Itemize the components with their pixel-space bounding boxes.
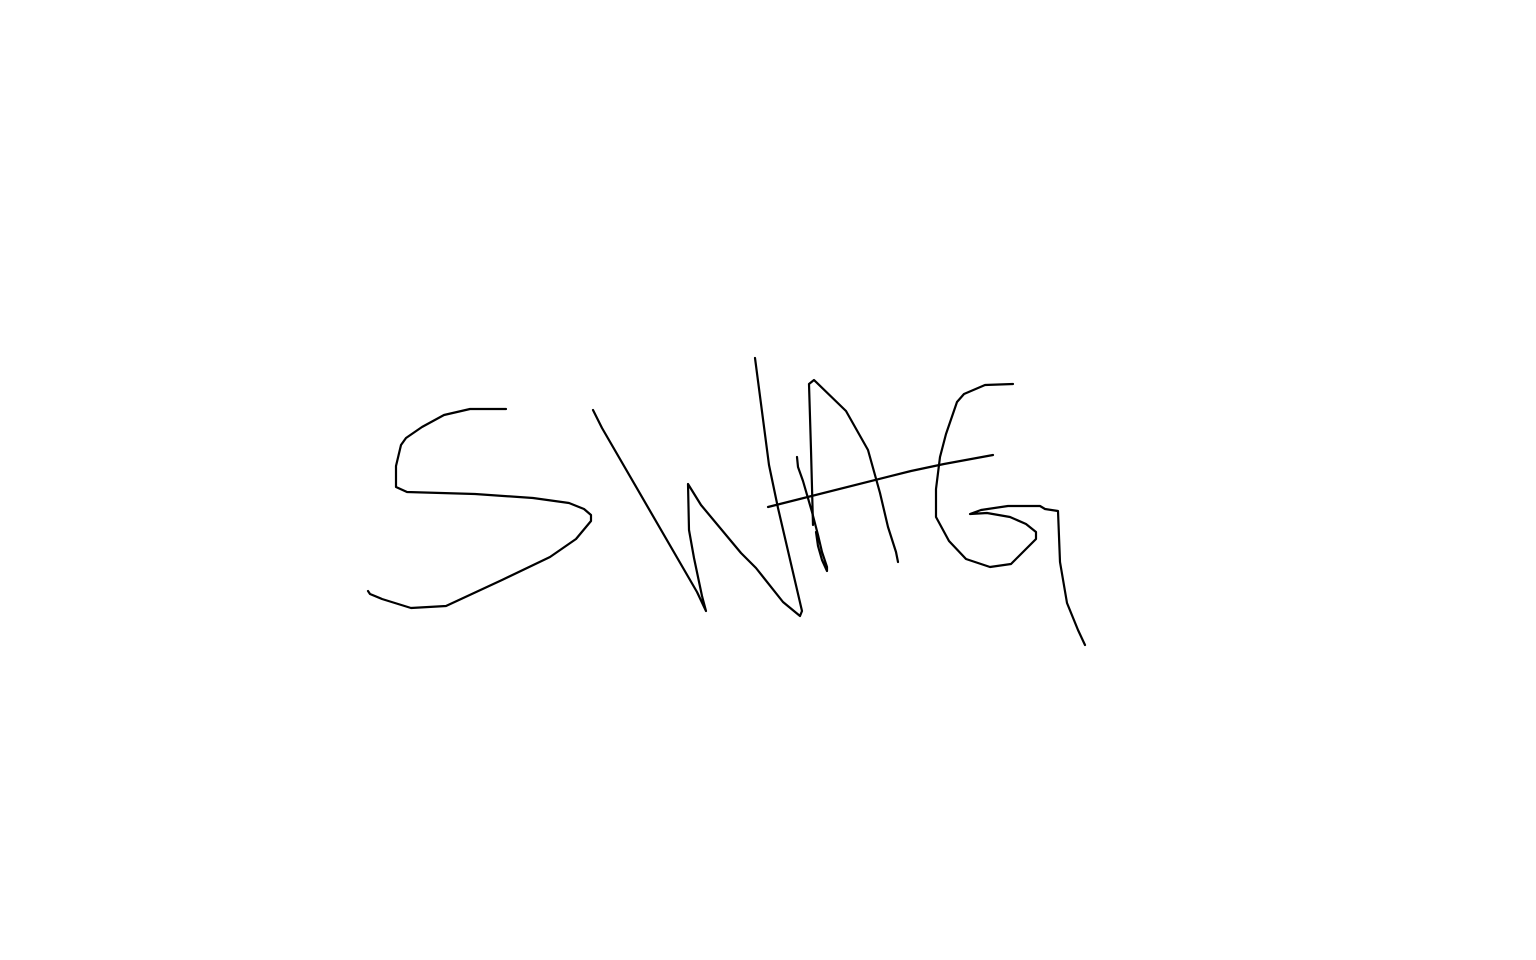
letter-s-stroke <box>368 409 591 608</box>
letter-g-stroke <box>936 384 1085 645</box>
letter-w-stroke <box>593 358 802 616</box>
letter-a-left-leg-stroke <box>809 380 898 562</box>
